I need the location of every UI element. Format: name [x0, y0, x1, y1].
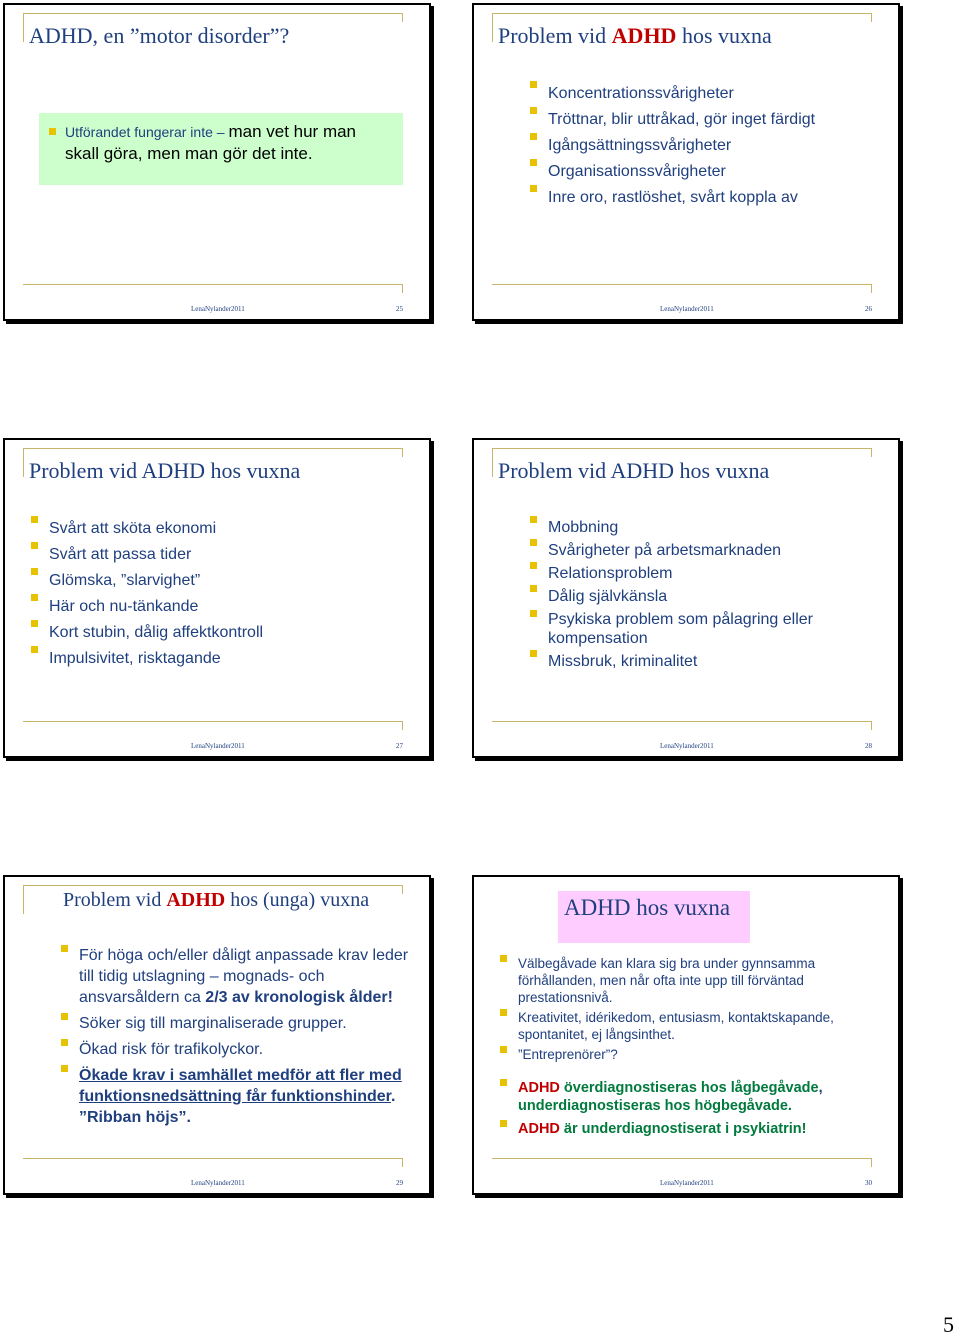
title-rule — [23, 13, 403, 14]
list-item: Impulsivitet, risktagande — [29, 646, 263, 672]
slide-number: 25 — [396, 305, 403, 313]
list-item: Organisationssvårigheter — [528, 159, 815, 185]
slide-29 — [3, 875, 431, 1195]
slide-title: Problem vid ADHD hos (unga) vuxna — [63, 889, 370, 911]
slide-title: Problem vid ADHD hos vuxna — [29, 458, 301, 483]
footer-rule — [492, 284, 872, 285]
footer-rule — [23, 1158, 403, 1159]
list-item: Ökade krav i samhället medför att fler med funktionsnedsättning får funktionshinder. ”Ribban höjs”. — [59, 1065, 409, 1128]
list-item: Söker sig till marginaliserade grupper. — [59, 1013, 409, 1034]
footer-rule — [23, 721, 403, 722]
slide-title: Problem vid ADHD hos vuxna — [498, 23, 772, 48]
footer-rule — [23, 284, 403, 285]
slide-number: 30 — [865, 1179, 872, 1187]
title-rule — [492, 448, 872, 449]
slide-number: 28 — [865, 742, 872, 750]
slide-27 — [3, 438, 431, 758]
bullet-list — [528, 81, 815, 211]
list-item: Svårigheter på arbetsmarknaden — [528, 539, 848, 562]
title-rule — [492, 13, 872, 14]
slide-30 — [472, 875, 900, 1195]
list-item: Inre oro, rastlöshet, svårt koppla av — [528, 185, 815, 211]
slide-title: ADHD hos vuxna — [564, 895, 731, 920]
list-item: Missbruk, kriminalitet — [528, 650, 848, 673]
slide-28 — [472, 438, 900, 758]
footer-author: LenaNylander2011 — [660, 742, 714, 750]
bullet-list — [498, 955, 878, 1138]
bullet-list — [528, 516, 848, 673]
slide-number: 26 — [865, 305, 872, 313]
page-number: 5 — [943, 1312, 954, 1337]
list-item: Mobbning — [528, 516, 848, 539]
list-item: Här och nu-tänkande — [29, 594, 263, 620]
list-item: Ökad risk för trafikolyckor. — [59, 1039, 409, 1060]
callout-text-small: Utförandet fungerar inte — [65, 124, 213, 140]
bullet-icon — [49, 128, 56, 135]
list-item: ”Entreprenörer”? — [498, 1046, 878, 1063]
title-rule — [23, 448, 403, 449]
list-item: Relationsproblem — [528, 562, 848, 585]
footer-rule — [492, 721, 872, 722]
list-item: Kreativitet, idérikedom, entusiasm, kontaktskapande, spontanitet, ej långsinthet. — [498, 1009, 878, 1043]
slide-number: 29 — [396, 1179, 403, 1187]
footer-author: LenaNylander2011 — [660, 1179, 714, 1187]
title-rule — [23, 885, 403, 886]
callout-dash: – — [212, 124, 229, 140]
list-item: Koncentrationssvårigheter — [528, 81, 815, 107]
footer-author: LenaNylander2011 — [191, 742, 245, 750]
list-item: ADHD är underdiagnostiserat i psykiatrin! — [498, 1120, 878, 1138]
list-item: Kort stubin, dålig affektkontroll — [29, 620, 263, 646]
list-item: ADHD överdiagnostiseras hos lågbegåvade, underdiagnostiseras hos högbegåvade. — [498, 1079, 878, 1115]
callout-box — [39, 113, 403, 185]
list-item: För höga och/eller dåligt anpassade krav leder till tidig utslagning – mognads- och ansvarsåldern ca 2/3 av kronologisk ålder! — [59, 945, 409, 1008]
list-item: Svårt att sköta ekonomi — [29, 516, 263, 542]
list-item: Dålig självkänsla — [528, 585, 848, 608]
slide-title: ADHD, en ”motor disorder”? — [29, 23, 290, 48]
list-item: Tröttnar, blir uttråkad, gör inget färdigt — [528, 107, 815, 133]
list-item: Glömska, ”slarvighet” — [29, 568, 263, 594]
callout-text-big: man vet hur man skall göra, men man gör det inte. — [65, 122, 357, 163]
bullet-list — [29, 516, 263, 672]
slide-number: 27 — [396, 742, 403, 750]
footer-rule — [492, 1158, 872, 1159]
list-item: Välbegåvade kan klara sig bra under gynnsamma förhållanden, men når ofta inte upp till förväntad prestationsnivå. — [498, 955, 878, 1006]
list-item: Psykiska problem som pålagring eller kompensation — [528, 610, 848, 648]
footer-author: LenaNylander2011 — [191, 305, 245, 313]
footer-author: LenaNylander2011 — [660, 305, 714, 313]
list-item: Svårt att passa tider — [29, 542, 263, 568]
list-item: Igångsättningssvårigheter — [528, 133, 815, 159]
bullet-list — [59, 945, 409, 1128]
footer-author: LenaNylander2011 — [191, 1179, 245, 1187]
slide-26 — [472, 3, 900, 321]
slide-25 — [3, 3, 431, 321]
slide-title: Problem vid ADHD hos vuxna — [498, 458, 770, 483]
